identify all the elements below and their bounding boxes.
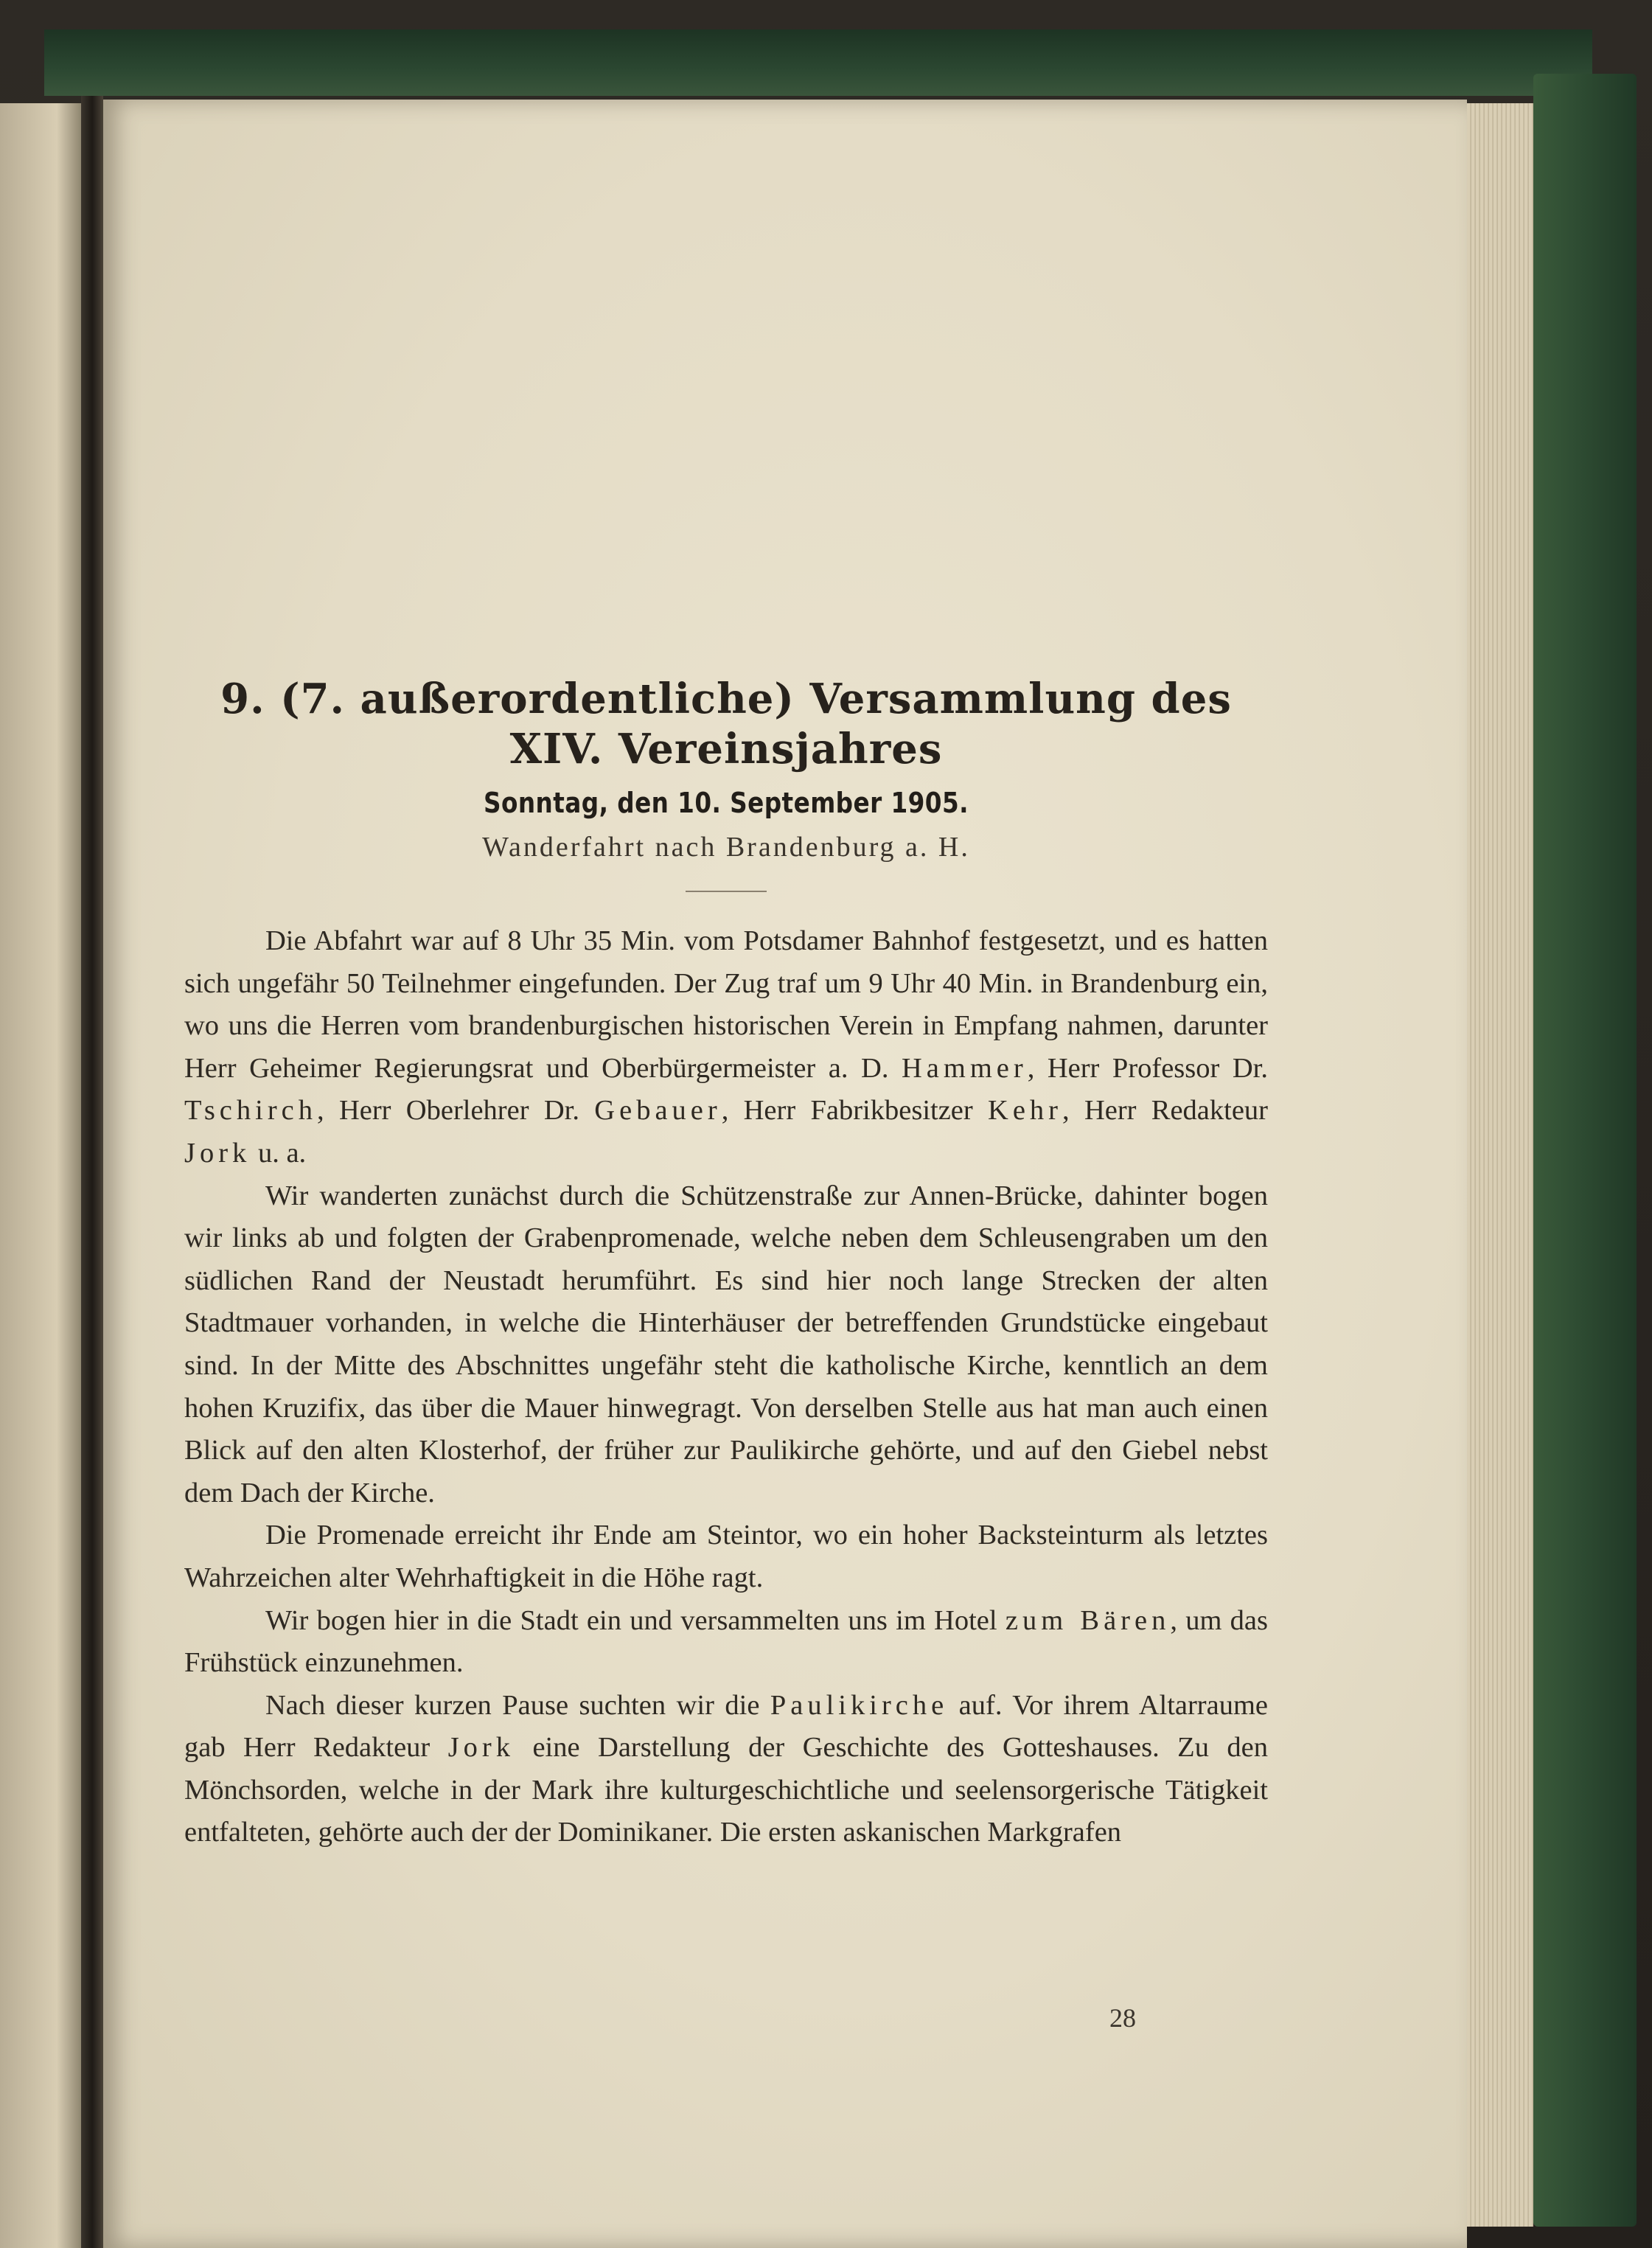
paragraph-3: Die Promenade erreicht ihr Ende am Steintor, wo ein hoher Backsteinturm als letztes Wahrzeichen alter Wehrhaftigkeit in die Höhe ragt. — [184, 1520, 1268, 1593]
paragraph-4 — [184, 1600, 1268, 1685]
spaced-name: Hammer — [901, 1052, 1028, 1084]
page-edges — [1463, 103, 1533, 2227]
paragraph-5 — [184, 1685, 1268, 1854]
subtitle: Wanderfahrt nach Brandenburg a. H. — [482, 832, 970, 863]
date-line: Sonntag, den 10. September 1905. — [484, 787, 969, 819]
text-run: u. a. — [251, 1137, 307, 1169]
section-heading-line-1: 9. (7. außerordentliche) Versammlung des — [220, 675, 1232, 723]
spaced-name: Jork — [184, 1137, 251, 1169]
spaced-name: Kehr — [988, 1095, 1062, 1127]
spaced-name: zum Bären — [1005, 1604, 1171, 1636]
spaced-name: Paulikirche — [770, 1689, 949, 1721]
left-page-edge — [0, 103, 81, 2248]
text-run: Nach dieser kurzen Pause suchten wir die — [265, 1689, 770, 1721]
section-heading-line-2: XIV. Vereinsjahres — [509, 725, 943, 773]
text-run: , Herr Fabrikbesitzer — [721, 1095, 989, 1127]
paragraph-2: Wir wanderten zunächst durch die Schützenstraße zur Annen-Brücke, dahinter bogen wir links ab und folgten der Grabenpromenade, welche neben dem Schleusengraben um den südlichen Rand der Neustadt herumführt. Es sind hier noch lange Strecken der alten Stadtmauer vorhanden, in welche die Hinterhäuser der betreffenden Grundstücke eingebaut sind. In der Mitte des Abschnittes ungefähr steht die katholische Kirche, kenntlich an dem hohen Kruzifix, das über die Mauer hinwegragt. Von derselben Stelle aus hat man auch einen Blick auf den alten Klosterhof, der früher zur Paulikirche gehörte, und auf den Giebel nebst dem Dach der Kirche. — [184, 1180, 1268, 1508]
spaced-name: Jork — [447, 1732, 515, 1764]
spaced-name: Tschirch — [184, 1095, 318, 1127]
spaced-name: Gebauer — [594, 1095, 722, 1127]
text-run: Die Abfahrt war auf 8 Uhr 35 Min. vom Potsdamer Bahnhof festgesetzt, und es hatten sich ungefähr 50 Teilnehmer eingefunden. Der Zug traf um 9 Uhr 40 Min. in Brandenburg ein, wo uns die Herren vom brandenburgischen historischen Verein in Empfang nahmen, darunter Herr Geheimer Regierungsrat und Oberbürgermeister a. D. — [184, 925, 1268, 1084]
divider-rule — [686, 891, 767, 892]
book-binding-right — [1533, 74, 1637, 2227]
page-number: 28 — [1109, 2003, 1136, 2033]
page-content — [184, 671, 1268, 1854]
text-run: eine Darstellung der Geschichte des Gotteshauses. Zu den Mönchsorden, welche in der Mark ihre kulturgeschichtliche und seelensorgerische Tätigkeit entfalteten, gehörte auch der der Dominikaner. Die ersten askanischen Markgrafen — [184, 1732, 1268, 1848]
text-run: Wir bogen hier in die Stadt ein und versammelten uns im Hotel — [265, 1604, 1006, 1636]
paragraph-1 — [184, 920, 1268, 1175]
body-text — [184, 920, 1268, 1854]
text-run: auf. Vor ihrem Altarraume gab Herr Redakteur — [184, 1689, 1268, 1764]
text-run: , um das Frühstück einzunehmen. — [184, 1604, 1268, 1679]
text-run: , Herr Professor Dr. — [1027, 1052, 1269, 1084]
book-binding-top — [44, 29, 1592, 96]
text-run: , Herr Oberlehrer Dr. — [317, 1095, 595, 1127]
book-gutter — [81, 96, 103, 2248]
text-run: , Herr Redakteur — [1062, 1095, 1269, 1127]
